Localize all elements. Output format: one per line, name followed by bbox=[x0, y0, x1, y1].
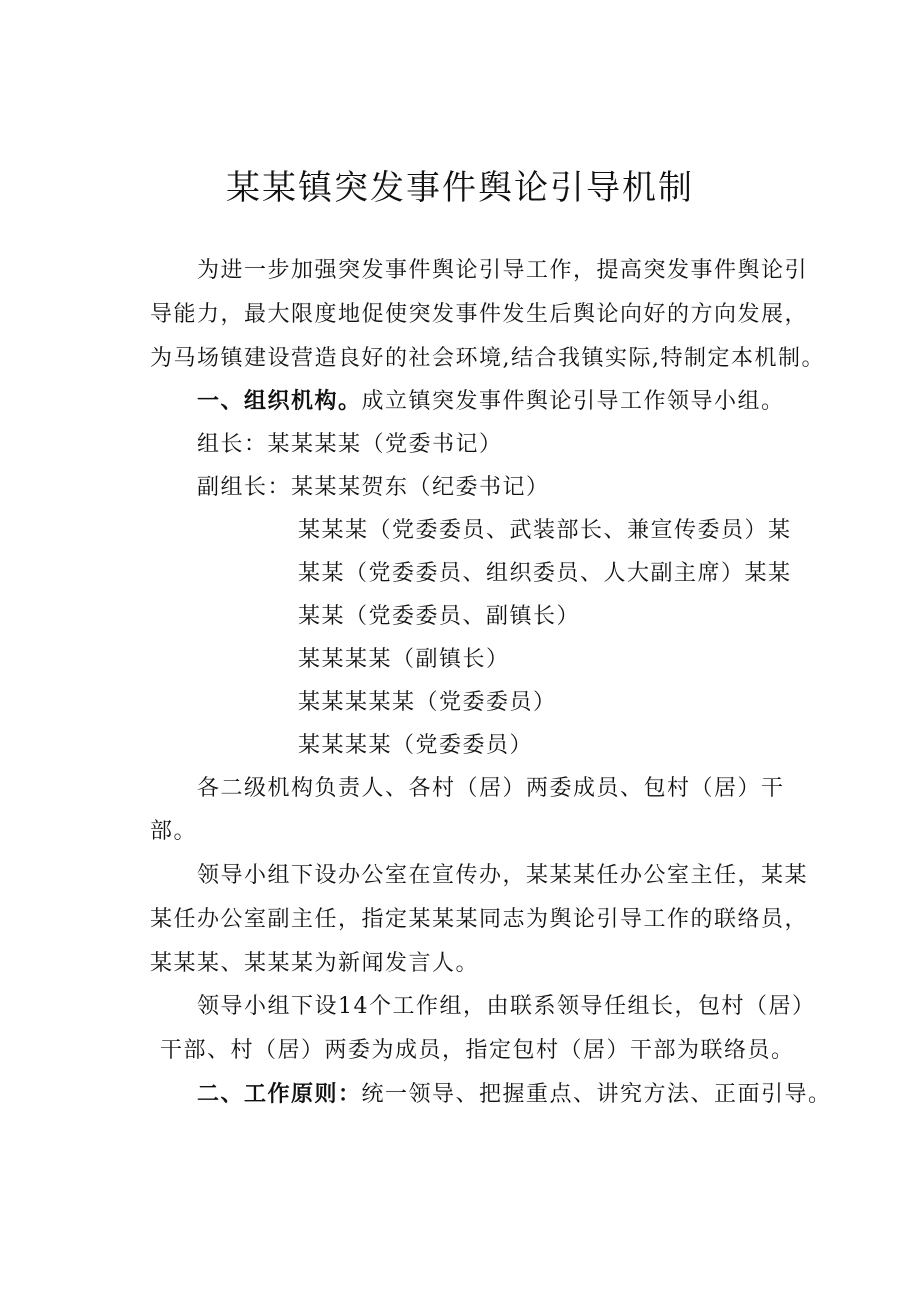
section-1-paragraph bbox=[197, 387, 785, 417]
section-2-heading: 二、工作原则： bbox=[197, 1082, 362, 1107]
member-line-2: 某某（党委委员、组织委员、人大副主席）某某 bbox=[298, 561, 792, 586]
intro-line-3: 为马场镇建设营造良好的社会环境,结合我镇实际,特制定本机制。 bbox=[150, 346, 825, 371]
intro-line-2: 导能力，最大限度地促使突发事件发生后舆论向好的方向发展， bbox=[150, 302, 809, 327]
intro-line-1: 为进一步加强突发事件舆论引导工作，提高突发事件舆论引 bbox=[197, 258, 809, 283]
section-1-text: 成立镇突发事件舆论引导工作领导小组。 bbox=[361, 389, 785, 414]
document-title: 某某镇突发事件舆论引导机制 bbox=[226, 168, 694, 208]
member-line-3: 某某（党委委员、副镇长） bbox=[298, 604, 581, 629]
groups-line-1: 领导小组下设14个工作组，由联系领导任组长，包村（居） bbox=[197, 994, 816, 1019]
section-1-heading: 一、组织机构。 bbox=[197, 389, 362, 414]
others-line-1: 各二级机构负责人、各村（居）两委成员、包村（居）干 bbox=[197, 776, 785, 801]
member-line-5: 某某某某某（党委委员） bbox=[298, 690, 557, 715]
member-line-6: 某某某某（党委委员） bbox=[298, 733, 534, 758]
deputy-leader: 副组长：某某某贺东（纪委书记） bbox=[197, 475, 550, 500]
groups-line-2: 干部、村（居）两委为成员，指定包村（居）干部为联络员。 bbox=[160, 1038, 795, 1063]
office-line-3: 某某某、某某某为新闻发言人。 bbox=[150, 951, 480, 976]
section-2-paragraph bbox=[197, 1080, 832, 1110]
others-line-2: 部。 bbox=[150, 819, 198, 844]
office-line-2: 某任办公室副主任，指定某某某同志为舆论引导工作的联络员， bbox=[150, 907, 809, 932]
group-leader: 组长：某某某某（党委书记） bbox=[197, 432, 503, 457]
member-line-1: 某某某（党委委员、武装部长、兼宣传委员）某 bbox=[298, 518, 792, 543]
office-line-1: 领导小组下设办公室在宣传办，某某某任办公室主任，某某 bbox=[197, 863, 809, 888]
member-line-4: 某某某某（副镇长） bbox=[298, 647, 510, 672]
section-2-text: 统一领导、把握重点、讲究方法、正面引导。 bbox=[361, 1082, 832, 1107]
